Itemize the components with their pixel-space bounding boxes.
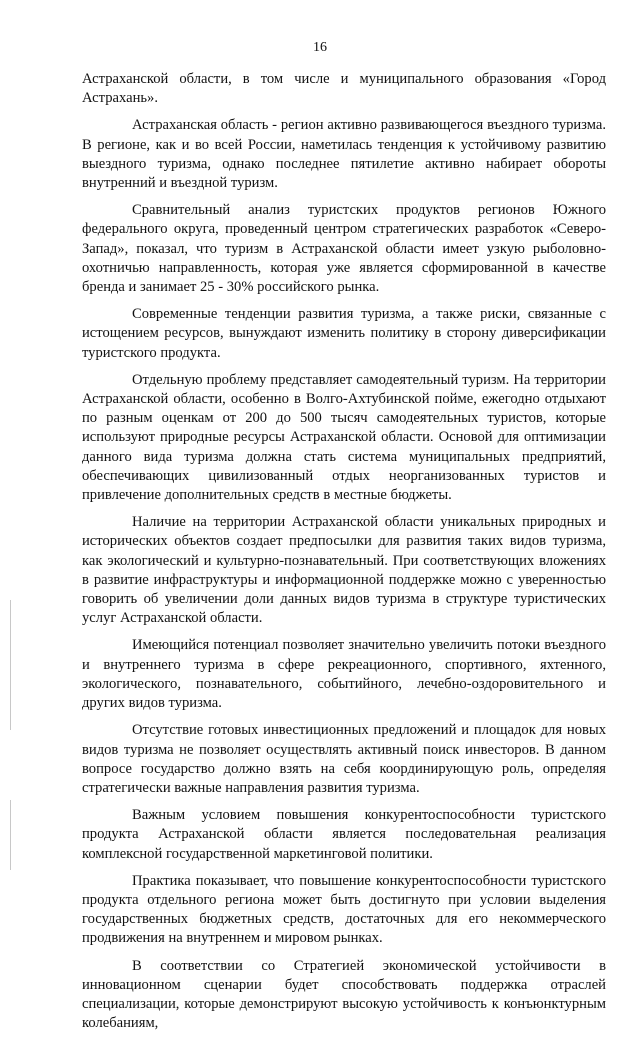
page-number: 16 (313, 40, 327, 55)
paragraph: Имеющийся потенциал позволяет значительно увеличить потоки въездного и внутреннего туризма в сфере рекреационного, спортивного, яхтенного, экологического, познавательного, событийного, лечебно-оздоровительного и других видов туризма. (82, 637, 606, 712)
paragraph: Отсутствие готовых инвестиционных предложений и площадок для новых видов туризма не позволяет осуществлять активный поиск инвесторов. В данном вопросе государство должно взять на себя координирующую роль, определяя стратегически важные направления развития туризма. (82, 722, 606, 796)
paragraph: Наличие на территории Астраханской области уникальных природных и исторических объектов создает предпосылки для развития таких видов туризма, как экологический и культурно-познавательный. При соответствующих вложениях в развитие инфраструктуры и информационной поддержке можно с уверенностью говорить об увеличении доли данных видов туризма в структуре туристических услуг Астраханской области. (82, 514, 606, 627)
paragraph: Важным условием повышения конкурентоспособности туристского продукта Астраханской области является последовательная реализация комплексной государственной маркетинговой политики. (82, 807, 606, 862)
paragraph: Астраханская область - регион активно развивающегося въездного туризма. В регионе, как и во всей России, наметилась тенденция к устойчивому развитию выездного туризма, однако последнее пятилетие активно набирает обороты внутренний и въездной туризм. (82, 117, 606, 192)
paragraph: Отдельную проблему представляет самодеятельный туризм. На территории Астраханской области, особенно в Волго-Ахтубинской пойме, ежегодно отдыхают по разным оценкам от 200 до 500 тысяч самодеятельных туристов, которые используют природные ресурсы Астраханской области. Основой для оптимизации данного вида туризма должна стать система муниципальных предприятий, обеспечивающих цивилизованный отдых неорганизованных туристов и привлечение дополнительных средств в местные бюджеты. (82, 371, 606, 504)
scan-margin-mark (10, 800, 11, 870)
paragraph: В соответствии со Стратегией экономической устойчивости в инновационном сценарии будет способствовать поддержка отраслей специализации, которые демонстрируют высокую устойчивость к конъюнктурным колебаниям, (82, 957, 606, 1032)
paragraph: Сравнительный анализ туристских продуктов регионов Южного федерального округа, проведенный центром стратегических разработок «Северо-Запад», показал, что туризм в Астраханской области имеет узкую рыболовно-охотничью направленность, которая уже является сформированной в качестве бренда и занимает 25 - 30% российского рынка. (82, 202, 606, 296)
scan-margin-mark (10, 600, 11, 730)
document-body (82, 70, 606, 1041)
paragraph: Практика показывает, что повышение конкурентоспособности туристского продукта отдельного региона может быть достигнуто при условии выделения государственных бюджетных средств, достаточных для его некоммерческого продвижения на внутреннем и мировом рынках. (82, 872, 606, 947)
paragraph: Современные тенденции развития туризма, а также риски, связанные с истощением ресурсов, вынуждают изменить политику в сторону диверсификации туристского продукта. (82, 306, 606, 361)
paragraph: Астраханской области, в том числе и муниципального образования «Город Астрахань». (82, 71, 606, 107)
